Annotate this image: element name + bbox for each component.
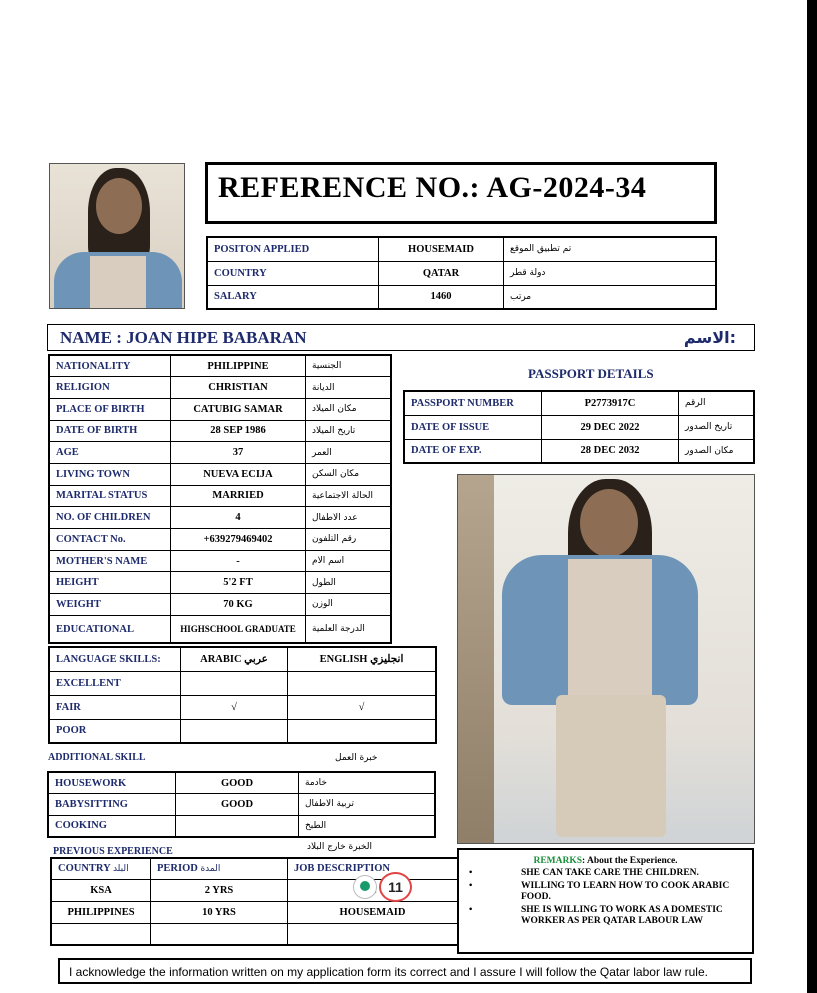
skill-value: [176, 815, 299, 837]
personal-arabic-label: الديانة: [306, 377, 392, 399]
skill-label: BABYSITTING: [48, 794, 176, 816]
personal-row: [49, 377, 391, 399]
job-arabic-label: تم تطبيق الموقع: [504, 237, 717, 261]
job-row: [207, 285, 716, 309]
skill-arabic-label: تربية الاطفال: [299, 794, 436, 816]
job-label: SALARY: [207, 285, 379, 309]
personal-arabic-label: العمر: [306, 442, 392, 464]
additional-skill-title: ADDITIONAL SKILL: [48, 752, 146, 763]
experience-job-header: JOB DESCRIPTION: [288, 858, 459, 879]
experience-row: [51, 901, 458, 923]
personal-row: [49, 594, 391, 616]
language-row: [49, 695, 436, 719]
personal-label: LIVING TOWN: [49, 463, 171, 485]
remarks-list: [465, 868, 746, 927]
personal-arabic-label: تاريخ الميلاد: [306, 420, 392, 442]
acknowledgement-text: I acknowledge the information written on my application form its correct and I assure I will follow the Qatar labor law rule.: [58, 958, 752, 984]
experience-period-header: PERIOD المدة: [151, 858, 288, 879]
personal-arabic-label: رقم التلفون: [306, 529, 392, 551]
skill-label: COOKING: [48, 815, 176, 837]
personal-value: -: [171, 550, 306, 572]
job-label: COUNTRY: [207, 261, 379, 285]
personal-row: [49, 572, 391, 594]
passport-arabic-label: مكان الصدور: [679, 439, 755, 463]
job-value: 1460: [379, 285, 504, 309]
personal-arabic-label: الحالة الاجتماعية: [306, 485, 392, 507]
job-label: POSITON APPLIED: [207, 237, 379, 261]
experience-country: KSA: [51, 879, 151, 901]
reference-number: REFERENCE NO.: AG-2024-34: [218, 171, 647, 204]
skill-value: GOOD: [176, 794, 299, 816]
personal-label: RELIGION: [49, 377, 171, 399]
passport-title: PASSPORT DETAILS: [528, 366, 654, 381]
personal-row: [49, 442, 391, 464]
experience-row: [51, 923, 458, 945]
location-pin-icon[interactable]: [353, 875, 377, 899]
personal-row: [49, 529, 391, 551]
personal-value: NUEVA ECIJA: [171, 463, 306, 485]
personal-label: AGE: [49, 442, 171, 464]
language-level-label: FAIR: [49, 695, 181, 719]
experience-period: [151, 923, 288, 945]
personal-label: WEIGHT: [49, 594, 171, 616]
reference-box: [205, 162, 717, 224]
personal-row: [49, 550, 391, 572]
arabic-column-header: ARABIC عربي: [181, 647, 288, 671]
personal-arabic-label: مكان الميلاد: [306, 398, 392, 420]
job-arabic-label: مرتب: [504, 285, 717, 309]
name-arabic-label: الاسم:: [683, 328, 736, 347]
previous-experience-title-arabic: الخبرة خارج البلاد: [307, 842, 372, 852]
skill-arabic-label: خادمة: [299, 772, 436, 794]
personal-value: +639279469402: [171, 529, 306, 551]
personal-value: CHRISTIAN: [171, 377, 306, 399]
passport-row: [404, 415, 754, 439]
passport-arabic-label: تاريخ الصدور: [679, 415, 755, 439]
personal-arabic-label: الجنسية: [306, 355, 392, 377]
name-bar: [47, 324, 755, 351]
personal-label: EDUCATIONAL: [49, 615, 171, 643]
experience-period: 10 YRS: [151, 901, 288, 923]
language-row: [49, 719, 436, 743]
personal-arabic-label: الوزن: [306, 594, 392, 616]
personal-value: 4: [171, 507, 306, 529]
personal-value: 28 SEP 1986: [171, 420, 306, 442]
passport-value: 29 DEC 2022: [542, 415, 679, 439]
skill-arabic-label: الطبخ: [299, 815, 436, 837]
language-level-label: POOR: [49, 719, 181, 743]
passport-value: P2773917C: [542, 391, 679, 415]
personal-value: 70 KG: [171, 594, 306, 616]
english-skill-mark: [288, 719, 437, 743]
additional-skill-title-arabic: خبرة العمل: [335, 753, 378, 763]
applicant-name: NAME : JOAN HIPE BABARAN: [60, 328, 307, 347]
skill-row: [48, 794, 435, 816]
full-body-photo: [457, 474, 755, 844]
remark-item: • SHE CAN TAKE CARE THE CHILDREN.: [465, 868, 746, 879]
notification-count-badge[interactable]: 11: [379, 872, 412, 902]
personal-arabic-label: مكان السكن: [306, 463, 392, 485]
job-arabic-label: دولة قطر: [504, 261, 717, 285]
personal-arabic-label: الطول: [306, 572, 392, 594]
experience-country-header: COUNTRY البلد: [51, 858, 151, 879]
personal-label: MARITAL STATUS: [49, 485, 171, 507]
passport-value: 28 DEC 2032: [542, 439, 679, 463]
personal-arabic-label: الدرجة العلمية: [306, 615, 392, 643]
passport-arabic-label: الرقم: [679, 391, 755, 415]
personal-label: MOTHER'S NAME: [49, 550, 171, 572]
personal-row: [49, 463, 391, 485]
additional-skill-table: [47, 771, 436, 838]
personal-label: CONTACT No.: [49, 529, 171, 551]
experience-job: [288, 923, 459, 945]
passport-row: [404, 391, 754, 415]
passport-label: DATE OF EXP.: [404, 439, 542, 463]
language-level-label: EXCELLENT: [49, 671, 181, 695]
arabic-skill-mark: [181, 671, 288, 695]
remarks-box: [457, 848, 754, 954]
passport-table: [403, 390, 755, 464]
skill-label: HOUSEWORK: [48, 772, 176, 794]
experience-job: HOUSEMAID: [288, 901, 459, 923]
personal-row: [49, 355, 391, 377]
job-value: QATAR: [379, 261, 504, 285]
remarks-title: REMARKS: About the Experience.: [533, 856, 678, 866]
remark-item: • WILLING TO LEARN HOW TO COOK ARABIC FOOD.: [465, 881, 746, 903]
job-table: [206, 236, 717, 310]
language-skills-header: LANGUAGE SKILLS:: [49, 647, 181, 671]
personal-row: [49, 615, 391, 643]
personal-label: DATE OF BIRTH: [49, 420, 171, 442]
english-column-header: ENGLISH انجليزي: [288, 647, 437, 671]
personal-row: [49, 485, 391, 507]
personal-value: MARRIED: [171, 485, 306, 507]
experience-country: [51, 923, 151, 945]
passport-label: DATE OF ISSUE: [404, 415, 542, 439]
personal-value: HIGHSCHOOL GRADUATE: [171, 615, 306, 643]
personal-label: PLACE OF BIRTH: [49, 398, 171, 420]
language-row: [49, 671, 436, 695]
personal-label: HEIGHT: [49, 572, 171, 594]
personal-row: [49, 507, 391, 529]
previous-experience-title: PREVIOUS EXPERIENCE: [53, 846, 173, 857]
english-skill-mark: √: [288, 695, 437, 719]
personal-value: PHILIPPINE: [171, 355, 306, 377]
personal-value: 37: [171, 442, 306, 464]
job-value: HOUSEMAID: [379, 237, 504, 261]
experience-country: PHILIPPINES: [51, 901, 151, 923]
passport-label: PASSPORT NUMBER: [404, 391, 542, 415]
skill-row: [48, 815, 435, 837]
personal-label: NO. OF CHILDREN: [49, 507, 171, 529]
personal-details-table: [48, 354, 392, 644]
right-edge-bar: [807, 0, 817, 993]
experience-period: 2 YRS: [151, 879, 288, 901]
job-row: [207, 237, 716, 261]
personal-row: [49, 420, 391, 442]
personal-row: [49, 398, 391, 420]
personal-label: NATIONALITY: [49, 355, 171, 377]
personal-value: CATUBIG SAMAR: [171, 398, 306, 420]
skill-row: [48, 772, 435, 794]
passport-row: [404, 439, 754, 463]
skill-value: GOOD: [176, 772, 299, 794]
portrait-photo: [49, 163, 185, 309]
personal-arabic-label: عدد الاطفال: [306, 507, 392, 529]
language-skills-table: [48, 646, 437, 744]
remark-item: • SHE IS WILLING TO WORK AS A DOMESTIC WORKER AS PER QATAR LABOUR LAW: [465, 905, 746, 927]
arabic-skill-mark: [181, 719, 288, 743]
job-row: [207, 261, 716, 285]
personal-arabic-label: اسم الام: [306, 550, 392, 572]
arabic-skill-mark: √: [181, 695, 288, 719]
personal-value: 5'2 FT: [171, 572, 306, 594]
english-skill-mark: [288, 671, 437, 695]
